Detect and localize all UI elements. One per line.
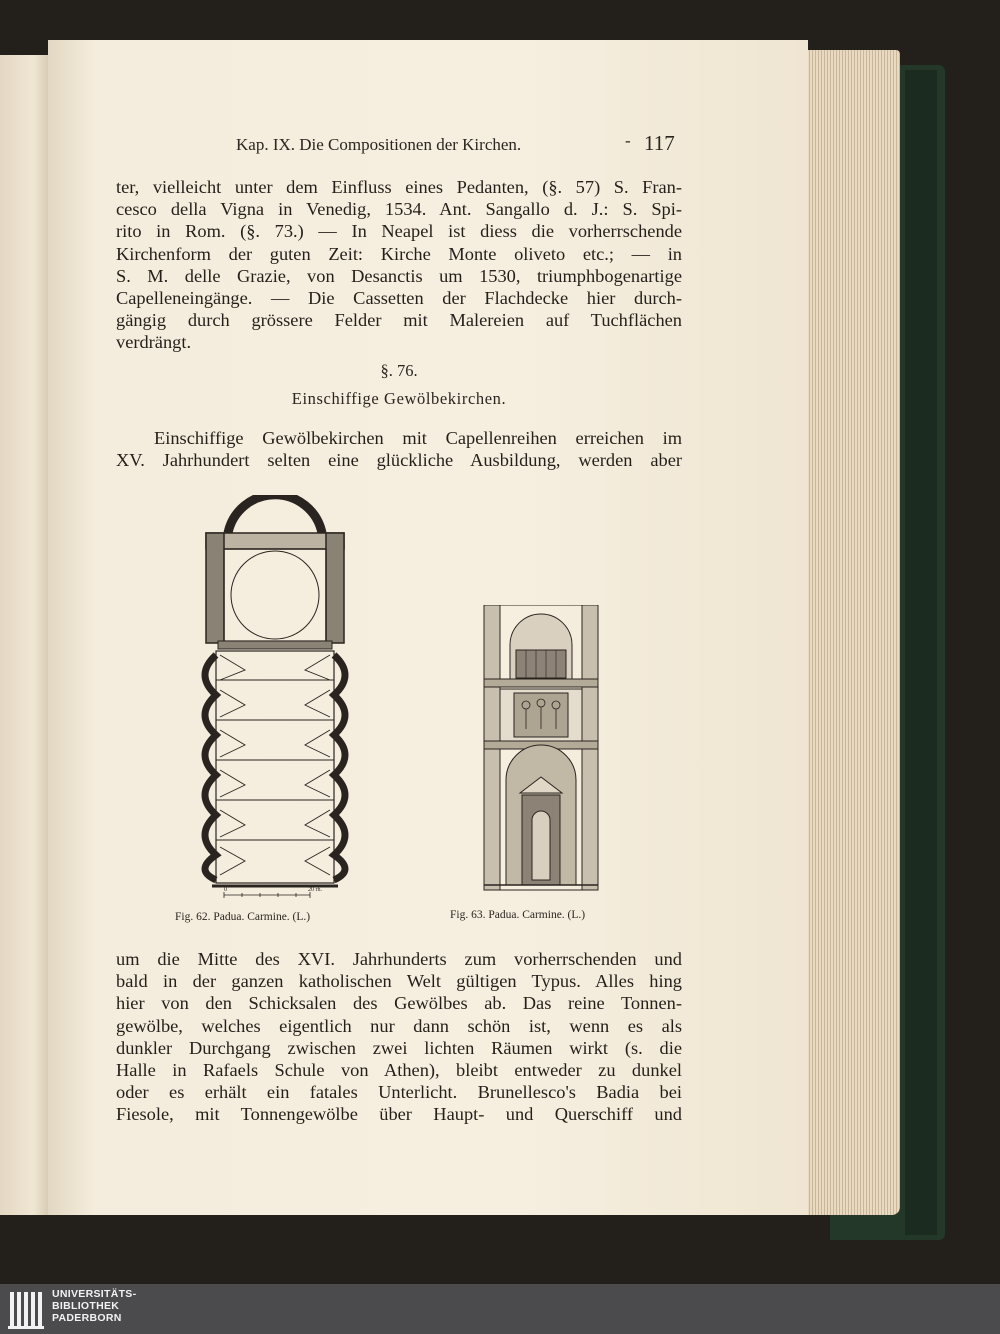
library-logo-icon (8, 1288, 48, 1330)
text-line: S. M. delle Grazie, von Desanctis um 1530, triumphbogenartige (116, 265, 682, 286)
fig63-caption: Fig. 63. Padua. Carmine. (L.) (450, 909, 586, 921)
text-line: verdrängt. (116, 332, 192, 353)
fig62-floor-plan (190, 495, 360, 905)
text-line: XV. Jahrhundert selten eine glückliche Ausbildung, werden aber (116, 450, 682, 471)
dome-circle (231, 551, 319, 639)
crossing-square (224, 549, 326, 641)
text-line: Kirchenform der guten Zeit: Kirche Monte oliveto etc.; — in (116, 243, 682, 264)
section-title: Einschiffige Gewölbekirchen. (291, 389, 507, 408)
paragraph-2 (116, 427, 682, 471)
altar-niche (532, 811, 550, 880)
header-dash: - (625, 131, 631, 150)
text-line: rito in Rom. (§. 73.) — In Neapel ist diess die vorherrschende (116, 221, 682, 242)
triumph-arch (218, 641, 332, 649)
choir-wall-right (326, 533, 344, 643)
nave (216, 651, 334, 883)
running-title: Kap. IX. Die Compositionen der Kirchen. (236, 135, 522, 154)
text-line: gängig durch grössere Felder mit Malereien auf Tuchflächen (116, 310, 682, 331)
library-name-line: PADERBORN (52, 1312, 122, 1324)
library-footer (0, 1284, 1000, 1334)
library-name (52, 1288, 136, 1324)
lunette-window (516, 650, 566, 678)
text-line: Halle in Rafaels Schule von Athen), bleibt entweder zu dunkel (116, 1060, 682, 1081)
section-number: §. 76. (380, 361, 418, 380)
text-line: bald in der ganzen katholischen Welt gültigen Typus. Alles hing (116, 971, 682, 992)
fig63-chapel-elevation (478, 605, 604, 895)
choir-band (206, 533, 344, 549)
fig62-caption: Fig. 62. Padua. Carmine. (L.) (175, 911, 311, 923)
chapel-walls (205, 655, 345, 880)
choir-wall-left (206, 533, 224, 643)
text-line: ter, vielleicht unter dem Einfluss eines Pedanten, (§. 57) S. Fran- (116, 177, 682, 197)
text-line: oder es erhält ein fatales Unterlicht. Brunellesco's Badia bei (116, 1082, 682, 1103)
text-line: hier von den Schicksalen des Gewölbes ab. Das reine Tonnen- (116, 993, 682, 1014)
text-line: gewölbe, welches eigentlich nur dann schön ist, wenn es als (116, 1015, 682, 1036)
scale-end-label: 20 rh. (308, 887, 322, 893)
text-line: um die Mitte des XVI. Jahrhunderts zum vorherrschenden und (116, 949, 682, 969)
text-line: Einschiffige Gewölbekirchen mit Capellenreihen erreichen im (154, 428, 682, 448)
text-line: Capelleneingänge. — Die Cassetten der Flachdecke hier durch- (116, 288, 682, 309)
library-name-line: UNIVERSITÄTS- (52, 1288, 137, 1300)
text-line: Fiesole, mit Tonnengewölbe über Haupt- und Querschiff und (116, 1104, 682, 1125)
paragraph-1 (116, 176, 682, 354)
text-line: cesco della Vigna in Venedig, 1534. Ant. Sangallo d. J.: S. Spi- (116, 199, 682, 220)
scale-start-label: 0 (224, 887, 227, 893)
paragraph-3 (116, 948, 682, 1126)
book-cover-edge (905, 70, 937, 1235)
page-edges (795, 50, 900, 1215)
vault-diagonals (220, 655, 330, 875)
apse-wall (228, 495, 322, 533)
running-header (236, 131, 676, 157)
nave-bays (216, 680, 334, 840)
upper-cornice (484, 679, 598, 687)
page-number: 117 (644, 131, 675, 155)
left-page (0, 55, 48, 1215)
library-name-line: BIBLIOTHEK (52, 1300, 120, 1312)
text-line: dunkler Durchgang zwischen zwei lichten Räumen wirkt (s. die (116, 1037, 682, 1058)
